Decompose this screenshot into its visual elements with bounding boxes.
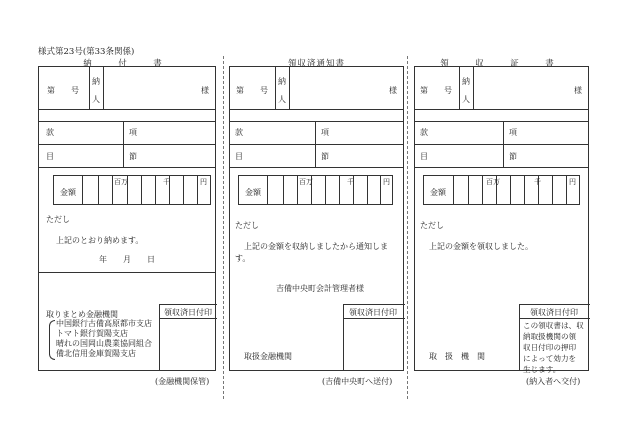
- amount-label: 金額: [430, 188, 446, 197]
- stamp-note-line: 収日付印の押印: [523, 343, 577, 352]
- stamp-label: 領収済日付印: [164, 308, 212, 317]
- stamp-note-line: 納取扱機関の領: [523, 332, 577, 341]
- payer-label: 人: [92, 95, 100, 104]
- moku-label: 目: [46, 152, 54, 161]
- payment-slip: [38, 66, 216, 371]
- handler-label: 取扱金融機関: [244, 352, 292, 361]
- setsu-label: 節: [509, 152, 517, 161]
- bank-item: 備北信用金庫賀陽支店: [56, 349, 136, 358]
- tadashi-label: ただし: [235, 221, 259, 230]
- stamp-note-line: によって効力を: [523, 354, 577, 363]
- cut-line: [223, 56, 224, 399]
- honorific: 様: [574, 86, 582, 95]
- kan-label: 款: [420, 128, 428, 137]
- stamp-note-line: 生じます。: [523, 365, 561, 374]
- stamp-label: 領収済日付印: [349, 308, 397, 317]
- slip-title: 領収済通知書: [287, 59, 345, 69]
- unit-million: 百万: [114, 178, 128, 186]
- honorific: 様: [389, 86, 397, 95]
- unit-thousand: 千: [347, 178, 354, 186]
- cut-line: [407, 56, 408, 399]
- kan-label: 款: [235, 128, 243, 137]
- kou-label: 項: [509, 128, 517, 137]
- footer-note: (吉備中央町へ送付): [322, 377, 393, 386]
- amount-box: [423, 175, 580, 205]
- tadashi-label: ただし: [46, 215, 70, 224]
- setsu-label: 節: [129, 152, 137, 161]
- bank-item: トマト銀行賀陽支店: [56, 329, 128, 338]
- message: 上記のとおり納めます。: [56, 236, 144, 245]
- unit-thousand: 千: [534, 178, 541, 186]
- stamp-box: [519, 304, 590, 374]
- handler-label: 取 扱 機 関: [429, 352, 485, 361]
- amount-label: 金額: [245, 188, 261, 197]
- stamp-label: 領収済日付印: [530, 308, 578, 317]
- slip-title: 領 収 証 書: [440, 59, 563, 69]
- payer-label: 納: [92, 77, 100, 86]
- receipt-slip: [414, 66, 589, 374]
- number-label: 第 号: [47, 86, 79, 95]
- payer-label: 納: [462, 77, 470, 86]
- number-label: 第 号: [236, 86, 268, 95]
- message: 上記の金額を収納しましたから通知しま: [244, 242, 388, 251]
- unit-yen: 円: [200, 178, 207, 186]
- setsu-label: 節: [321, 152, 329, 161]
- message: す。: [235, 254, 251, 263]
- kan-label: 款: [46, 128, 54, 137]
- brace-icon: [49, 320, 55, 360]
- unit-yen: 円: [383, 178, 390, 186]
- honorific: 様: [201, 86, 209, 95]
- bank-title: 取りまとめ金融機関: [46, 310, 118, 319]
- notice-slip: [229, 66, 404, 371]
- date-line: 年 月 日: [99, 255, 155, 264]
- unit-million: 百万: [299, 178, 313, 186]
- amount-box: [53, 175, 211, 205]
- bank-item: 晴れの国岡山農業協同組合: [56, 339, 152, 348]
- kou-label: 項: [321, 128, 329, 137]
- stamp-note-line: この領収書は、収: [523, 321, 584, 330]
- amount-label: 金額: [60, 188, 76, 197]
- payer-label: 人: [462, 95, 470, 104]
- unit-yen: 円: [569, 178, 576, 186]
- footer-note: (金融機関保管): [155, 377, 210, 386]
- kou-label: 項: [129, 128, 137, 137]
- stamp-box: [159, 304, 217, 370]
- payer-label: 納: [278, 77, 286, 86]
- moku-label: 目: [420, 152, 428, 161]
- message: 上記の金額を領収しました。: [429, 242, 533, 251]
- bank-item: 中国銀行古備高原都市支店: [56, 319, 152, 328]
- unit-million: 百万: [486, 178, 500, 186]
- form-number-label: 様式第23号(第33条関係): [38, 47, 135, 57]
- unit-thousand: 千: [163, 178, 170, 186]
- amount-box: [238, 175, 393, 205]
- moku-label: 目: [235, 152, 243, 161]
- footer-note: (納入者へ交付): [526, 377, 581, 386]
- stamp-box: [343, 304, 405, 370]
- addressee: 吉備中央町会計管理者様: [276, 284, 364, 293]
- slip-title: 納 付 書: [83, 59, 171, 69]
- tadashi-label: ただし: [420, 221, 444, 230]
- payer-label: 人: [278, 95, 286, 104]
- number-label: 第 号: [420, 86, 452, 95]
